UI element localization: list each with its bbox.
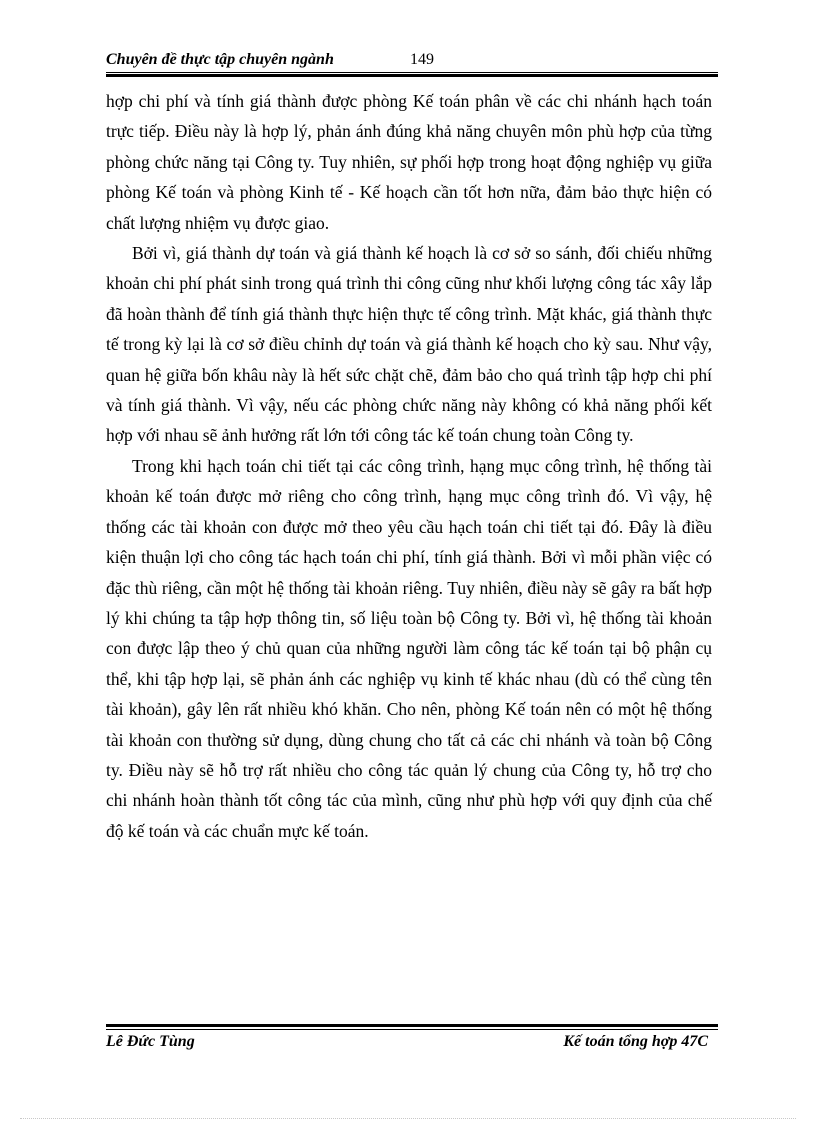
header-title: Chuyên đề thực tập chuyên ngành (106, 51, 334, 68)
footer-class: Kế toán tổng hợp 47C (563, 1033, 708, 1050)
page-bottom-border (20, 1118, 796, 1119)
footer-rule-thick (106, 1024, 718, 1027)
footer-rule-thin (106, 1029, 718, 1030)
document-body (106, 86, 712, 846)
paragraph-3: Trong khi hạch toán chi tiết tại các công trình, hạng mục công trình, hệ thống tài khoản kế toán được mở riêng cho công trình, hạng mục công trình đó. Vì vậy, hệ thống các tài khoản con được mở theo yêu cầu hạch toán chi tiết tại đó. Đây là điều kiện thuận lợi cho công tác hạch toán chi phí, tính giá thành. Bởi vì mỗi phần việc có đặc thù riêng, cần một hệ thống tài khoản riêng. Tuy nhiên, điều này sẽ gây ra bất hợp lý khi chúng ta tập hợp thông tin, số liệu toàn bộ Công ty. Bởi vì, hệ thống tài khoản con được lập theo ý chủ quan của những người làm công tác kế toán tại bộ phận cụ thể, khi tập hợp lại, sẽ phản ánh các nghiệp vụ kinh tế khác nhau (dù có thể cùng tên tài khoản), gây lên rất nhiều khó khăn. Cho nên, phòng Kế toán nên có một hệ thống tài khoản con thường sử dụng, dùng chung cho tất cả các chi nhánh và toàn bộ Công ty. Điều này sẽ hỗ trợ rất nhiều cho công tác quản lý chung của Công ty, hỗ trợ cho chi nhánh hoàn thành tốt công tác của mình, cũng như phù hợp với quy định của chế độ kế toán và các chuẩn mực kế toán. (106, 455, 712, 841)
page-number: 149 (410, 51, 434, 68)
paragraph-1: hợp chi phí và tính giá thành được phòng Kế toán phân về các chi nhánh hạch toán trực tiếp. Điều này là hợp lý, phản ánh đúng khả năng chuyên môn phù hợp của từng phòng chức năng tại Công ty. Tuy nhiên, sự phối hợp trong hoạt động nghiệp vụ giữa phòng Kế toán và phòng Kinh tế - Kế hoạch cần tốt hơn nữa, đảm bảo thực hiện có chất lượng nhiệm vụ được giao. (106, 91, 712, 233)
header-rule-thick (106, 74, 718, 77)
footer-author: Lê Đức Tùng (106, 1033, 195, 1050)
header-rule-thin (106, 72, 718, 73)
paragraph-2: Bởi vì, giá thành dự toán và giá thành kế hoạch là cơ sở so sánh, đối chiếu những khoản chi phí phát sinh trong quá trình thi công cũng như khối lượng công tác xây lắp đã hoàn thành để tính giá thành thực hiện thực tế công trình. Mặt khác, giá thành thực tế trong kỳ lại là cơ sở điều chỉnh dự toán và giá thành kế hoạch cho kỳ sau. Như vậy, quan hệ giữa bốn khâu này là hết sức chặt chẽ, đảm bảo cho quá trình tập hợp chi phí và tính giá thành. Vì vậy, nếu các phòng chức năng này không có khả năng phối kết hợp với nhau sẽ ảnh hưởng rất lớn tới công tác kế toán chung toàn Công ty. (106, 243, 712, 446)
